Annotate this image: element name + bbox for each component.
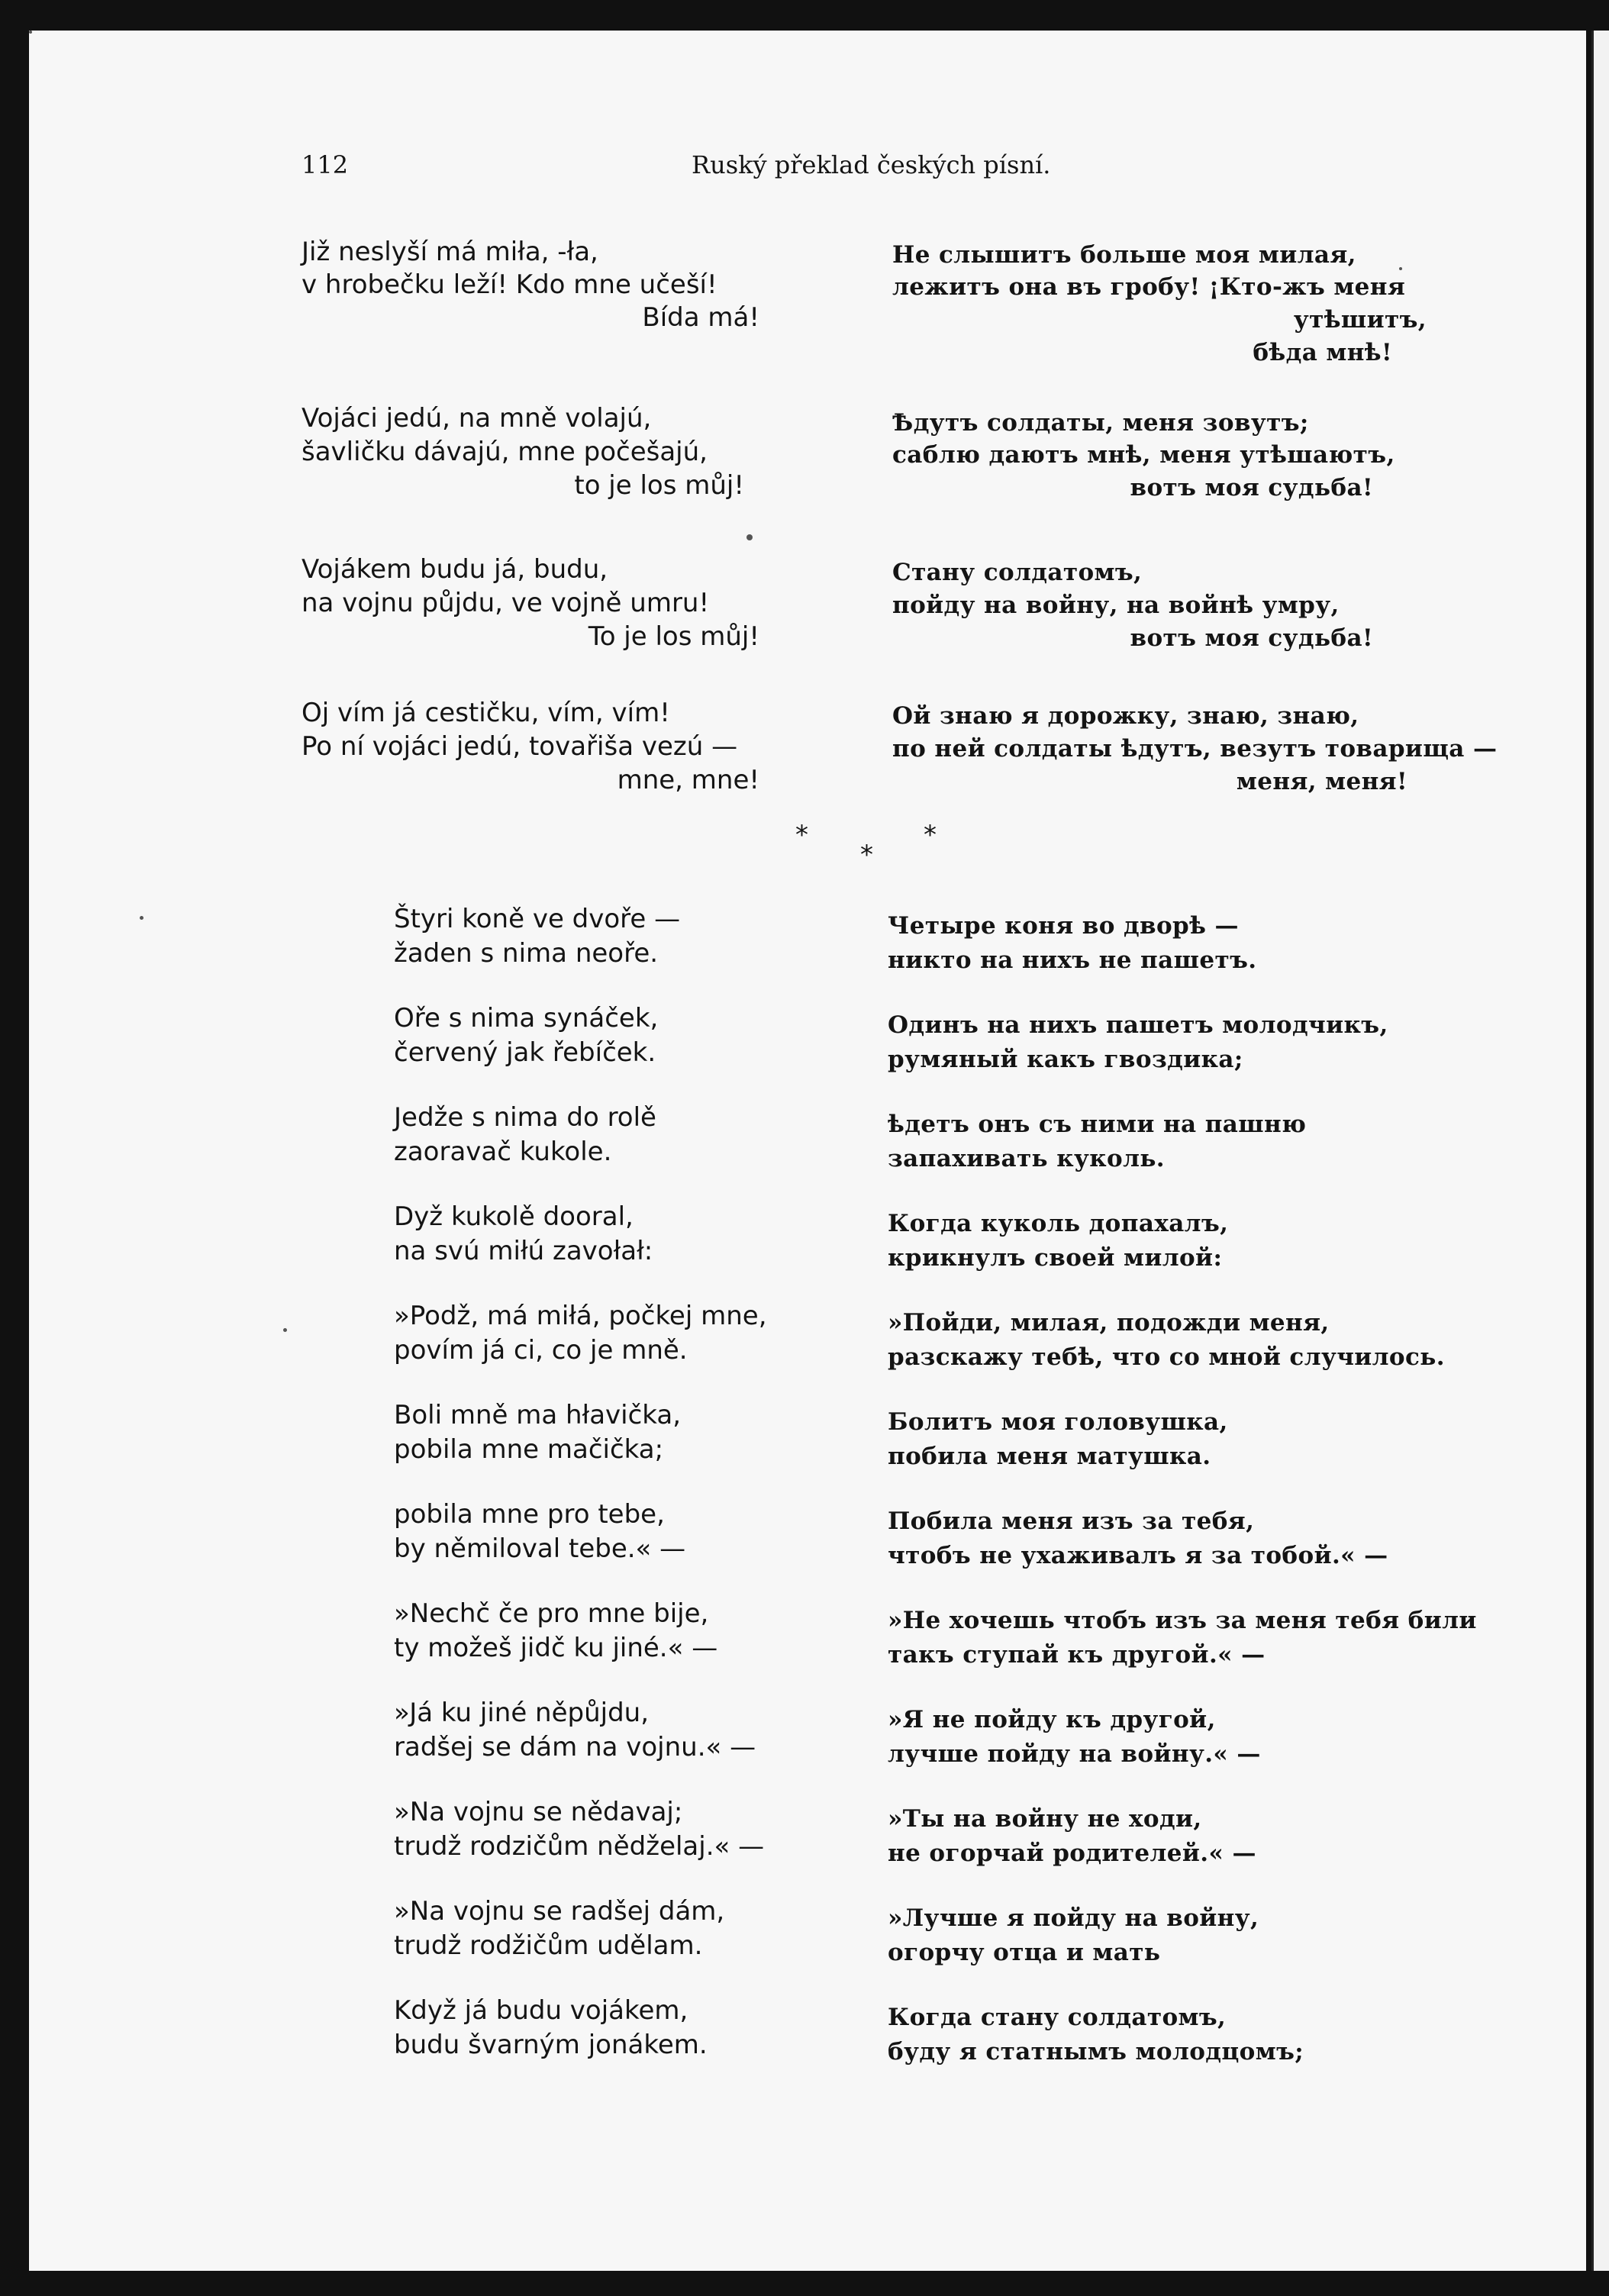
czech-line: pobila mne pro tebe,	[394, 1499, 665, 1530]
czech-line: Vojákem budu já, budu,	[301, 554, 608, 585]
russian-line: »Ты на войну не ходи,	[888, 1805, 1202, 1833]
separator-star: *	[860, 840, 873, 870]
print-speck	[1399, 267, 1402, 270]
czech-line: »Na vojnu se nědavaj;	[394, 1797, 683, 1827]
russian-line: »Лучше я пойду на войну,	[888, 1904, 1259, 1932]
print-speck	[140, 916, 143, 920]
print-speck	[283, 1328, 287, 1332]
russian-line: утѣшитъ,	[1293, 306, 1427, 334]
czech-line: na svú miłú zavołał:	[394, 1236, 653, 1266]
russian-line: меня, меня!	[1236, 768, 1407, 795]
czech-line: Jedže s nima do rolě	[394, 1102, 656, 1133]
russian-line: Не слышитъ больше моя милая,	[892, 241, 1356, 269]
russian-line: никто на нихъ не пашетъ.	[888, 946, 1257, 974]
czech-line: budu švarným jonákem.	[394, 2030, 708, 2060]
russian-line: Стану солдатомъ,	[892, 559, 1143, 586]
russian-line: побила меня матушка.	[888, 1443, 1211, 1470]
czech-line: Boli mně ma hłavička,	[394, 1400, 682, 1430]
russian-line: вотъ моя судьба!	[1130, 474, 1373, 501]
czech-line: Dyž kukolě dooral,	[394, 1201, 634, 1232]
russian-line: лежитъ она въ гробу! ¡Кто-жъ меня	[892, 273, 1406, 301]
russian-line: Одинъ на нихъ пашетъ молодчикъ,	[888, 1011, 1388, 1039]
russian-line: запахивать куколь.	[888, 1145, 1165, 1172]
russian-line: »Пойди, милая, подожди меня,	[888, 1309, 1330, 1337]
russian-line: чтобъ не ухаживалъ я за тобой.« —	[888, 1542, 1388, 1569]
czech-line: To je los můj!	[588, 621, 759, 652]
russian-line: Ой знаю я дорожку, знаю, знаю,	[892, 702, 1359, 730]
book-page	[29, 31, 1586, 2271]
czech-line: červený jak řebíček.	[394, 1037, 656, 1068]
czech-line: by němiloval tebe.« —	[394, 1533, 686, 1564]
czech-line: zaoravač kukole.	[394, 1137, 612, 1167]
page-number: 112	[301, 150, 349, 179]
czech-line: Oj vím já cestičku, vím, vím!	[301, 698, 670, 728]
russian-line: не огорчай родителей.« —	[888, 1840, 1256, 1867]
russian-line: разскажу тебѣ, что со мной случилось.	[888, 1343, 1445, 1371]
czech-line: Štyri koně ve dvoře —	[394, 904, 681, 934]
russian-line: Когда стану солдатомъ,	[888, 2004, 1227, 2031]
czech-line: Bída má!	[642, 302, 759, 333]
czech-line: šavličku dávajú, mne počešajú,	[301, 437, 708, 467]
russian-line: по ней солдаты ѣдутъ, везутъ товарища —	[892, 735, 1498, 763]
russian-line: Побила меня изъ за тебя,	[888, 1508, 1255, 1535]
russian-line: саблю даютъ мнѣ, меня утѣшаютъ,	[892, 441, 1395, 469]
separator-star: *	[795, 820, 808, 850]
czech-line: Oře s nima synáček,	[394, 1003, 659, 1034]
czech-line: Již neslyší má miła, -ła,	[301, 237, 598, 267]
russian-line: Болитъ моя головушка,	[888, 1408, 1228, 1436]
russian-line: крикнулъ своей милой:	[888, 1244, 1223, 1272]
russian-line: лучше пойду на войну.« —	[888, 1740, 1261, 1768]
czech-line: pobila mne mačička;	[394, 1434, 664, 1465]
russian-line: »Не хочешь чтобъ изъ за меня тебя били	[888, 1607, 1477, 1634]
czech-line: Po ní vojáci jedú, tovařiša vezú —	[301, 731, 738, 762]
czech-line: »Na vojnu se radšej dám,	[394, 1896, 725, 1927]
russian-line: огорчу отца и мать	[888, 1939, 1161, 1966]
print-speck	[746, 534, 753, 540]
czech-line: »Nechč če pro mne bije,	[394, 1598, 709, 1629]
russian-line: ѣдетъ онъ съ ними на пашню	[888, 1111, 1307, 1138]
russian-line: такъ ступай къ другой.« —	[888, 1641, 1266, 1669]
czech-line: ty možeš jidč ku jiné.« —	[394, 1633, 718, 1663]
czech-line: »Já ku jiné něpůjdu,	[394, 1698, 650, 1728]
czech-line: na vojnu půjdu, ve vojně umru!	[301, 588, 710, 618]
russian-line: Ѣдутъ солдаты, меня зовутъ;	[892, 409, 1309, 437]
russian-line: пойду на войну, на войнѣ умру,	[892, 592, 1340, 619]
print-speck	[29, 31, 32, 34]
running-title: Ruský překlad českých písní.	[692, 150, 1051, 179]
czech-line: mne, mne!	[617, 765, 759, 795]
page-edge	[1591, 31, 1609, 2271]
russian-line: вотъ моя судьба!	[1130, 624, 1373, 652]
czech-line: radšej se dám na vojnu.« —	[394, 1732, 756, 1762]
czech-line: »Podž, má miłá, počkej mne,	[394, 1301, 767, 1331]
russian-line: румяный какъ гвоздика;	[888, 1046, 1243, 1073]
czech-line: povím já ci, co je mně.	[394, 1335, 688, 1366]
russian-line: Четыре коня во дворѣ —	[888, 912, 1239, 940]
czech-line: trudž rodzičům nědželaj.« —	[394, 1831, 765, 1862]
czech-line: Vojáci jedú, na mně volajú,	[301, 403, 652, 434]
czech-line: žaden s nima neoře.	[394, 938, 659, 969]
russian-line: буду я статнымъ молодцомъ;	[888, 2038, 1304, 2065]
russian-line: бѣда мнѣ!	[1253, 339, 1392, 366]
czech-line: to je los můj!	[574, 470, 744, 501]
czech-line: trudž rodžičům udělam.	[394, 1930, 703, 1961]
czech-line: Když já budu vojákem,	[394, 1995, 688, 2026]
separator-star: *	[924, 820, 937, 850]
czech-line: v hrobečku leží! Kdo mne učeší!	[301, 269, 717, 300]
russian-line: »Я не пойду къ другой,	[888, 1706, 1216, 1733]
russian-line: Когда куколь допахалъ,	[888, 1210, 1229, 1237]
